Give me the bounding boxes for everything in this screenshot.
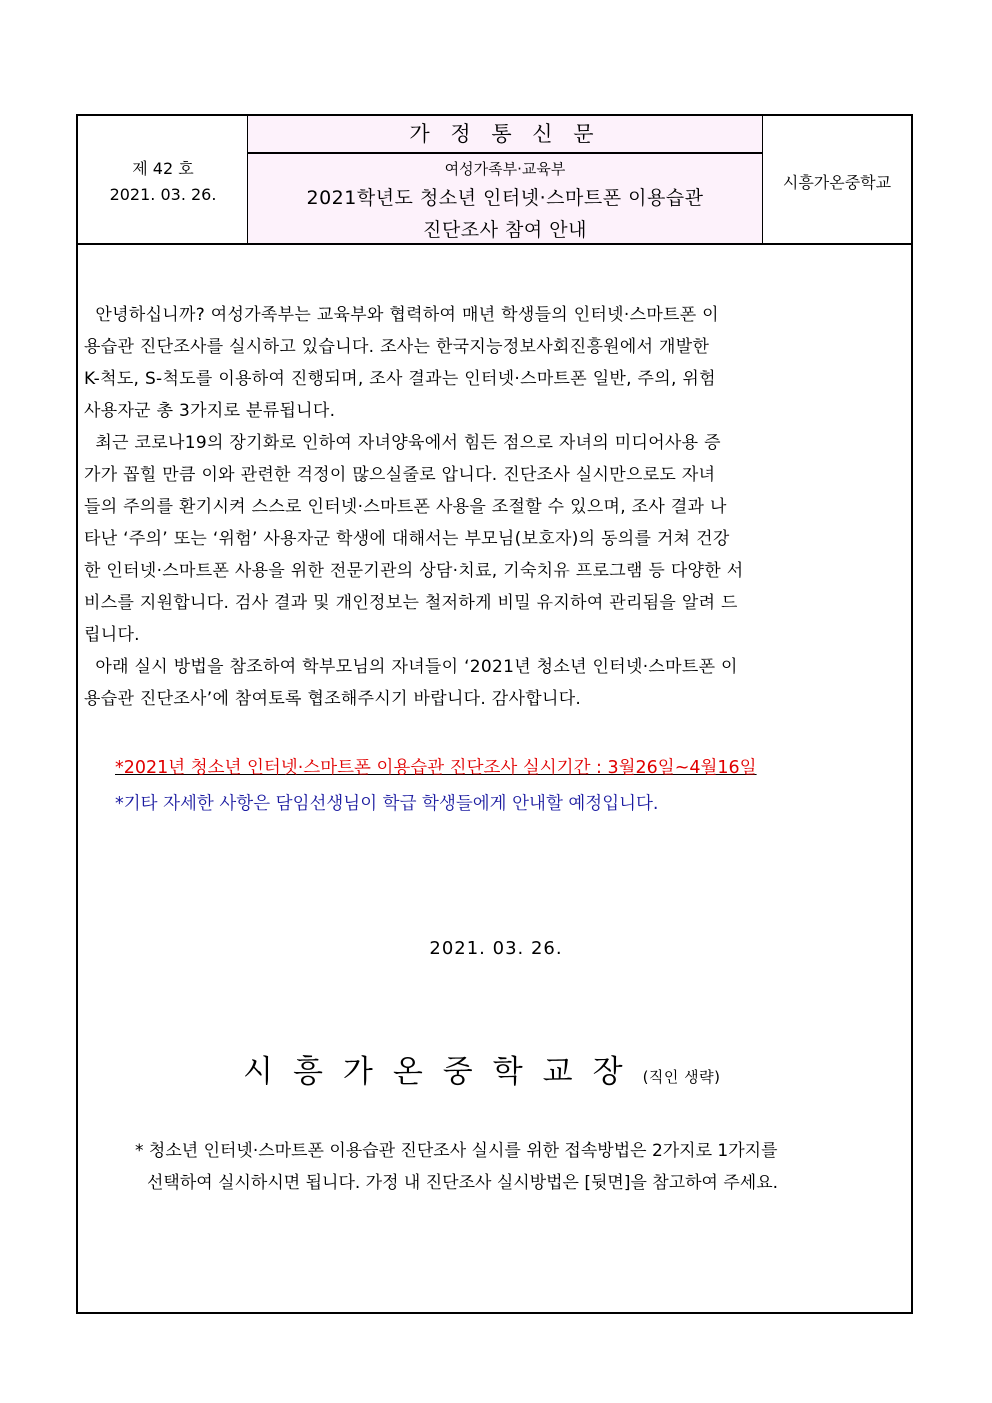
title-cell <box>248 116 763 243</box>
principal-signature <box>243 1046 721 1091</box>
body-line: 안녕하십니까? 여성가족부는 교육부와 협력하여 매년 학생들의 인터넷·스마트폰 이 <box>84 305 719 325</box>
body-line: 립니다. <box>84 625 140 645</box>
survey-period-notice: *2021년 청소년 인터넷·스마트폰 이용습관 진단조사 실시기간 : 3월26일~4월16일 <box>115 758 757 778</box>
body-line: 아래 실시 방법을 참조하여 학부모님의 자녀들이 ‘2021년 청소년 인터넷·스마트폰 이 <box>84 657 738 677</box>
issue-info-cell <box>78 116 248 243</box>
access-method-footnote <box>135 1135 778 1199</box>
signature-date: 2021. 03. 26. <box>429 938 563 959</box>
body-line: 사용자군 총 3가지로 분류됩니다. <box>84 401 336 421</box>
issue-date: 2021. 03. 26. <box>109 185 217 204</box>
letter-body <box>84 299 910 715</box>
body-line: 들의 주의를 환기시켜 스스로 인터넷·스마트폰 사용을 조절할 수 있으며, 조사 결과 나 <box>84 497 727 517</box>
body-line: 용습관 진단조사를 실시하고 있습니다. 조사는 한국지능정보사회진흥원에서 개발한 <box>84 337 710 357</box>
school-cell <box>763 116 911 243</box>
seal-omitted-note: (직인 생략) <box>642 1068 721 1086</box>
body-line: 타난 ‘주의’ 또는 ‘위험’ 사용자군 학생에 대해서는 부모님(보호자)의 동의를 거쳐 건강 <box>84 529 730 549</box>
body-line: 한 인터넷·스마트폰 사용을 위한 전문기관의 상담·치료, 기숙치유 프로그램 등 다양한 서 <box>84 561 744 581</box>
body-line: 용습관 진단조사’에 참여토록 협조해주시기 바랍니다. 감사합니다. <box>84 689 582 709</box>
document-title-line1: 2021학년도 청소년 인터넷·스마트폰 이용습관 <box>306 187 704 209</box>
footnote-line2: 선택하여 실시하시면 됩니다. 가정 내 진단조사 실시방법은 [뒷면]을 참고하여 주세요. <box>147 1173 779 1193</box>
body-line: K-척도, S-척도를 이용하여 진행되며, 조사 결과는 인터넷·스마트폰 일반, 주의, 위험 <box>84 369 716 389</box>
homeroom-notice: *기타 자세한 사항은 담임선생님이 학급 학생들에게 안내할 예정입니다. <box>115 794 659 814</box>
body-line: 비스를 지원합니다. 검사 결과 및 개인정보는 철저하게 비밀 유지하여 관리됨을 알려 드 <box>84 593 738 613</box>
header-table <box>78 116 911 245</box>
school-name: 시흥가온중학교 <box>782 173 892 192</box>
masthead-title: 가 정 통 신 문 <box>248 116 762 154</box>
footnote-line1: * 청소년 인터넷·스마트폰 이용습관 진단조사 실시를 위한 접속방법은 2가지로 1가지를 <box>135 1141 778 1161</box>
issue-number: 제 42 호 <box>132 159 194 178</box>
principal-title: 시흥가온중학교장 <box>243 1054 643 1090</box>
body-line: 최근 코로나19의 장기화로 인하여 자녀양육에서 힘든 점으로 자녀의 미디어사용 증 <box>84 433 721 453</box>
body-line: 가가 꼽힐 만큼 이와 관련한 걱정이 많으실줄로 압니다. 진단조사 실시만으로도 자녀 <box>84 465 716 485</box>
ministries-label: 여성가족부·교육부 <box>444 160 566 178</box>
document-title-line2: 진단조사 참여 안내 <box>423 219 587 241</box>
